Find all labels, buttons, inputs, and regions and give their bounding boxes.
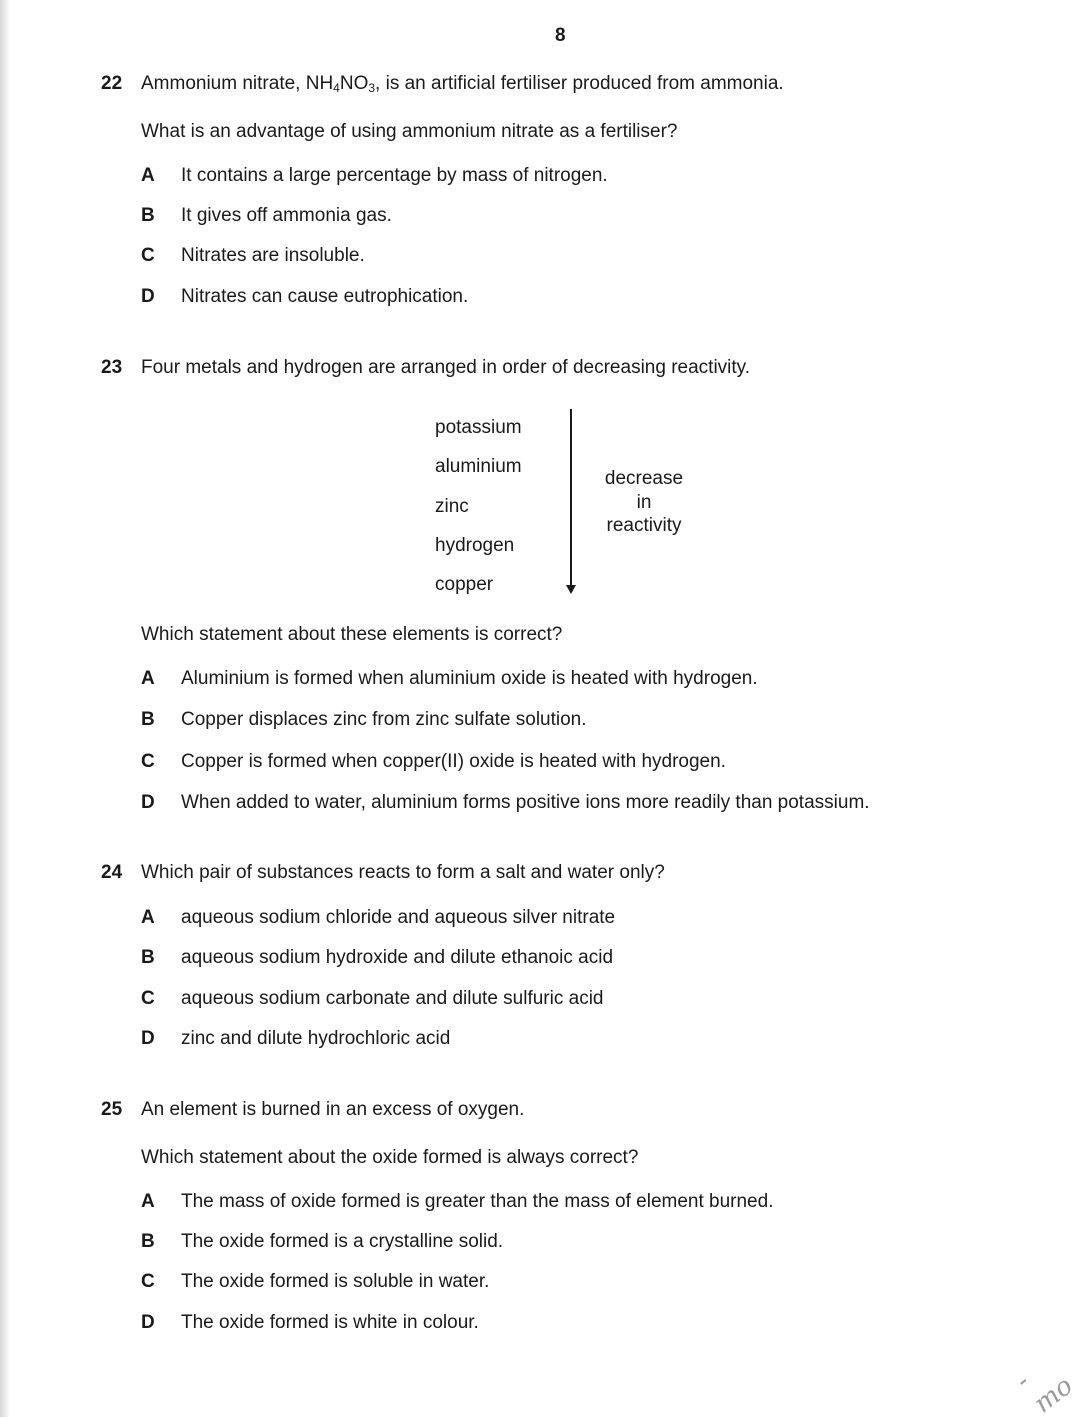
question-stem: Four metals and hydrogen are arranged in order of decreasing reactivity.: [141, 357, 751, 378]
series-element: aluminium: [435, 456, 522, 477]
option-text: It contains a large percentage by mass of nitrogen.: [181, 165, 608, 186]
question-number: 25: [101, 1099, 123, 1120]
option-text: The oxide formed is soluble in water.: [181, 1271, 490, 1292]
option-text: zinc and dilute hydrochloric acid: [181, 1028, 451, 1049]
option-text: Copper is formed when copper(II) oxide is heated with hydrogen.: [181, 751, 726, 772]
question-number: 24: [101, 862, 123, 883]
option-text: Nitrates can cause eutrophication.: [181, 286, 469, 307]
option-letter: D: [141, 792, 155, 813]
question-stem: Which pair of substances reacts to form a salt and water only?: [141, 862, 665, 883]
option-letter: C: [141, 751, 155, 772]
option-text: aqueous sodium carbonate and dilute sulfuric acid: [181, 988, 604, 1009]
option-letter: A: [141, 668, 155, 689]
arrow-label: decrease in reactivity: [604, 468, 684, 536]
question-number: 22: [101, 73, 123, 94]
option-letter: B: [141, 947, 155, 968]
decrease-arrow-line: [570, 409, 572, 586]
option-text: Copper displaces zinc from zinc sulfate solution.: [181, 709, 587, 730]
option-text: When added to water, aluminium forms positive ions more readily than potassium.: [181, 792, 870, 813]
option-letter: D: [141, 286, 155, 307]
page-left-edge: [0, 0, 10, 1417]
watermark: -mo: [1010, 1366, 1079, 1419]
option-text: aqueous sodium chloride and aqueous silver nitrate: [181, 907, 616, 928]
option-text: The oxide formed is a crystalline solid.: [181, 1231, 504, 1252]
option-letter: B: [141, 709, 155, 730]
option-text: Aluminium is formed when aluminium oxide is heated with hydrogen.: [181, 668, 758, 689]
question-prompt: Which statement about the oxide formed is always correct?: [141, 1147, 639, 1168]
option-letter: D: [141, 1312, 155, 1333]
option-letter: A: [141, 1191, 155, 1212]
option-letter: C: [141, 1271, 155, 1292]
option-letter: B: [141, 1231, 155, 1252]
option-letter: D: [141, 1028, 155, 1049]
option-letter: C: [141, 988, 155, 1009]
option-text: The oxide formed is white in colour.: [181, 1312, 479, 1333]
option-text: It gives off ammonia gas.: [181, 205, 392, 226]
question-prompt: What is an advantage of using ammonium nitrate as a fertiliser?: [141, 121, 678, 142]
question-prompt: Which statement about these elements is correct?: [141, 624, 563, 645]
option-letter: A: [141, 907, 155, 928]
series-element: copper: [435, 574, 494, 595]
series-element: hydrogen: [435, 535, 515, 556]
question-stem: Ammonium nitrate, $NH_4NO_3$, is an artificial fertiliser produced from ammonia.: [141, 73, 784, 95]
option-letter: A: [141, 165, 155, 186]
option-text: The mass of oxide formed is greater than the mass of element burned.: [181, 1191, 774, 1212]
series-element: potassium: [435, 417, 522, 438]
option-letter: C: [141, 245, 155, 266]
option-text: aqueous sodium hydroxide and dilute ethanoic acid: [181, 947, 614, 968]
question-stem: An element is burned in an excess of oxygen.: [141, 1099, 525, 1120]
question-number: 23: [101, 357, 123, 378]
page-number: 8: [555, 25, 566, 46]
down-arrow-icon: [566, 585, 576, 594]
option-letter: B: [141, 205, 155, 226]
option-text: Nitrates are insoluble.: [181, 245, 365, 266]
series-element: zinc: [435, 496, 469, 517]
